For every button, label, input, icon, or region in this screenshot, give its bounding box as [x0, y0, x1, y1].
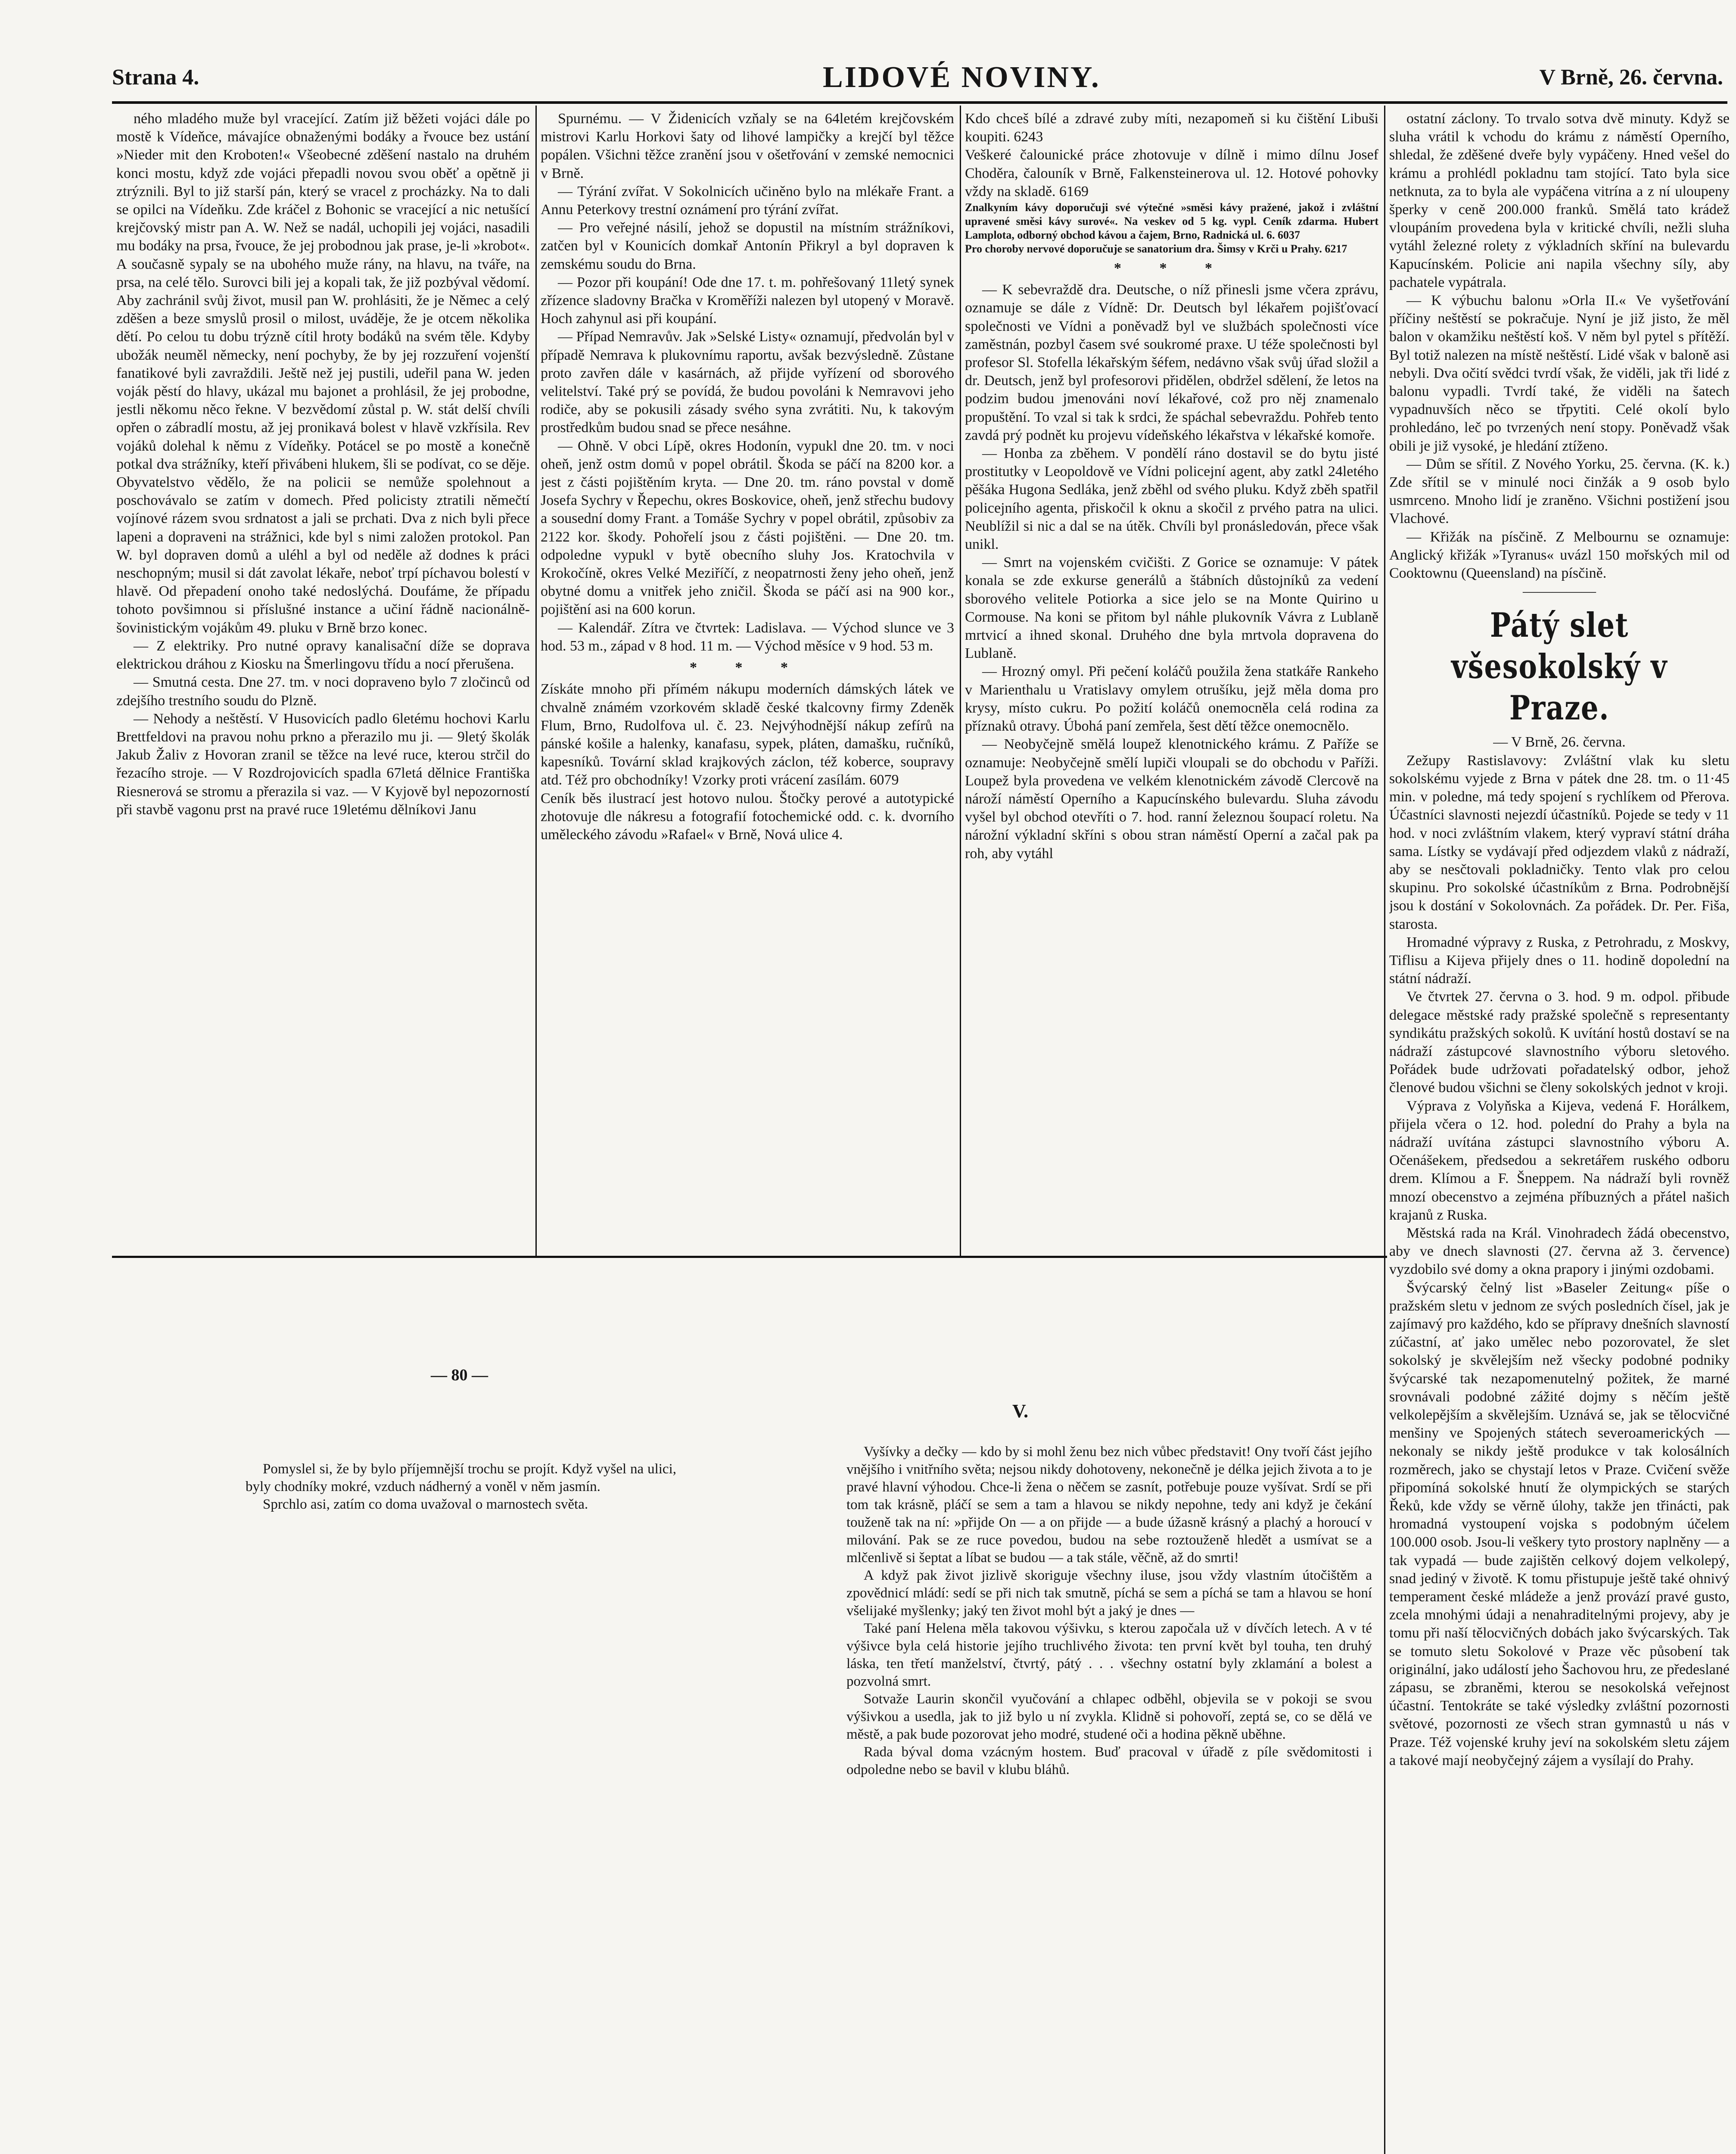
article-paragraph: * * * — [1114, 260, 1229, 277]
column-4 — [1389, 110, 1730, 2154]
article-paragraph: * * * — [690, 660, 805, 676]
article-paragraph: ————— — [1523, 583, 1596, 600]
article-paragraph: — Smrt na vojenském cvičišti. Z Gorice se oznamuje: V pátek konala se zde exkurse generálů a štábních důstojníků za vedení sborového velitele Potiorka a sice jelo se na Monte Quirino u Cormouse. Na koni se přitom byl náhle plukovník Vávra z Lublaně mrtvicí a ihned skonal. Druhého dne byla mrtvola dopravena do Lublaně. — [965, 554, 1378, 662]
section-rule — [112, 1256, 1387, 1258]
novel-page-number: — 80 — — [431, 1366, 488, 1384]
article-paragraph: Pátý slet všesokolský v Praze. — [1451, 606, 1668, 728]
article-paragraph: — Honba za zběhem. V pondělí ráno dostavil se do bytu jisté prostitutky v Leopoldově ve Vídni policejní agent, aby zatkl 24letého pěšáka Hugona Sedláka, jenž zběhl od svého pluku. Když zběh spatřil policejního agenta, přiskočil k oknu a skočil z prvého patra na ulici. Neublížil si nic a dal se na útěk. Chvíli byl pronásledován, přece však unikl. — [965, 445, 1378, 553]
novel-paragraph: A když pak život jizlivě skoriguje všechny iluse, jsou vždy vlastním útočištěm a zpovědnicí mládí: sedí se při nich tak smutně, píchá se sem a píchá se tam a hlavou se honí všelijaké myšlenky; jaký ten život mohl být a jaký je dnes — — [846, 1568, 1372, 1619]
article-paragraph: — Smutná cesta. Dne 27. tm. v noci dopraveno bylo 7 zločinců od zdejšího trestního soudu do Plzně. — [116, 674, 530, 709]
page-label: Strana 4. — [112, 65, 199, 90]
novel-paragraph: Rada býval doma vzácným hostem. Buď pracoval v úřadě z píle svědomitosti i odpoledne nebo se bavil v klubu bláhů. — [846, 1744, 1372, 1777]
novel-paragraph: Vyšívky a dečky — kdo by si mohl ženu bez nich vůbec představit! Ony tvoří část jejího vnějšího i vnitřního světa; nejsou nikdy dohotoveny, nekonečně je délka jejich života a to je pravé hlavní výhodou. Chce-li žena o něčem se zasnít, potřebuje pouze vyšívat. Srdí se při tom tak krásně, pláčí se sem a tam a hlavou se nikdy nepohne, tedy ani když je čekání touženě tak na ní: »přijde On — a on přijde — a bude úžasně krásný a plachý a horoucí v milování. Pak se ze ruce povedou, budou na sebe roztouženě hledět a usmívat se a mlčenlivě si šeptat a líbat se budou — a tak stále, věčně, až do smrti! — [846, 1444, 1372, 1566]
article-paragraph: Hromadné výpravy z Ruska, z Petrohradu, z Moskvy, Tiflisu a Kijeva přijely dnes o 11. hodině dopolední na státní nádraží. — [1389, 934, 1730, 987]
newspaper-title: LIDOVÉ NOVINY. — [823, 61, 1101, 94]
article-paragraph: — Z elektriky. Pro nutné opravy kanalisační díže se doprava elektrickou dráhou z Kiosku na Šmerlingovu třídu a nocí přerušena. — [116, 638, 530, 672]
article-paragraph: Veškeré čalounické práce zhotovuje v dílně i mimo dílnu Josef Choděra, čalouník v Brně, Falkensteinerova ul. 12. Hotové pohovky vždy na skladě. 6169 — [965, 147, 1378, 199]
novel-paragraph: Také paní Helena měla takovou výšivku, s kterou započala už v dívčích letech. A v té výšivce byla celá historie jejího truchlivého života: ten první květ byl touha, ten druhý láska, ten třetí manželství, čtvrtý, pátý . . . všechny ostatní byly zklamání a bolest a pozvolná smrt. — [846, 1621, 1372, 1689]
article-paragraph: — Kalendář. Zítra ve čtvrtek: Ladislava. — Východ slunce ve 3 hod. 53 m., západ v 8 hod. 11 m. — Východ měsíce v 9 hod. 53 m. — [541, 619, 954, 654]
article-paragraph: — Pozor při koupání! Ode dne 17. t. m. pohřešovaný 11letý synek zřízence sladovny Bračka v Kroměříži nalezen byl utopený v Moravě. Hoch zahynul asi při koupání. — [541, 274, 954, 327]
article-paragraph: ného mladého muže byl vracející. Zatím již běžeti vojáci dále po mostě k Vídeňce, mávajíce obnaženými bodáky a řvouce bez ustání »Nieder mit den Kroboten!« Všeobecné zděšení nastalo na druhém konci mostu, když zde vojáci přepadli novou svou oběť a opětně ji ztrýznili. Byl to již starší pán, který se vracel z procházky. Na to dali se opilci na Vídeňku. Zde kráčel z Bohonic se vracející a nic netušící krejčovský mistr pan A. W. Než se nadál, uchopili jej vojáci, nasadili mu bodáky na prsa, řvouce, že jej probodnou jak prase, je-li »krobot«. A současně sypaly se na ubohého muže rány, na hlavu, na tváře, na prsa, na celé tělo. Surovci bili jej a kopali tak, že již pozbýval vědomí. Aby zachránil svůj život, musil pan W. prohlásiti, že je Němec a celý zděšen a beze smyslů prosil o milost, uváděje, že je otcem několika dětí. Po celou tu dobu trýzně cítil hroty bodáků na svém těle. Kdyby ubožák neuměl německy, není pochyby, že by jej rozzuření vojenští fanatikové byli zavraždili. Ještě než jej pustili, udeřil pana W. jeden voják pěstí do hlavy, ukázal mu bajonet a prohlásil, že jej probodne, jestli někomu něco řekne. V bezvědomí zůstal p. W. stát delší chvíli opřen o zábradlí mostu, až jej pronikavá bolest v hlavě vzkřísila. Rev vojáků dolehal k němu z Vídeňky. Potácel se po mostě a konečně potkal dva strážníky, kteří přivábeni hlukem, šli se podívat, co se děje. Obyvatelstvo vědělo, že na policii se nemůže spolehnout a poschovávalo se zatím v domech. Před policisty ztratili němečtí vojínové rázem svou srdnatost a jali se prchati. Dva z nich byli přece lapeni a dopraveni na strážnici, kde byl s nimi založen protokol. Pan W. byl dopraven domů a uléhl a byl od neděle až dodnes k práci neschopným; musil si dát zavolat lékaře, neboť trpí píchavou bolestí v hlavě. Od přepadení onoho také nedoslýchá. Doufáme, že případu tohoto povšimnou si příslušné instance a učiní řádně nacionálně-šovinistickým vojákům 49. pluku v Brně brzo konec. — [116, 111, 530, 636]
article-paragraph: Švýcarský čelný list »Baseler Zeitung« píše o pražském sletu v jednom ze svých posledních čísel, jak je zajímavý pro každého, kdo se přípravy dnešních slavností zúčastní, ať jako umělec nebo pozorovatel, že slet sokolský je skvělejším než všecky podobné podniky švýcarské tak nezapomenutelný požitek, že marné srovnávali podobné zážité dojmy s něčím ještě velkolepějším a skvělejším. Uznává se, jak se tělocvičné menšiny ve Spojených státech severoamerických — nekonaly se nikdy ještě produkce v tak kolosálních rozměrech, jako se chystají letos v Praze. Cvičení svěže připomíná sokolské hnutí že olympických se starých Řeků, kde vždy se věrně úlohy, takže jen třinácti, pak hromadná vystoupení vojska s podobným účelem 100.000 osob. Jsou-li veškery tyto prostory naplněny — a tak vypadá — bude zajištěn celkový dojem velkolepý, snad jediný v životě. K tomu přistupuje ještě také ohnivý temperament české mládeže a jenž provází pravé gusto, zcela mnohými údaji a nenahraditelnými projevy, aby je tomu při naší tělocvičných dobách jako švýcarských. Tak se tomuto sletu Sokolové v Praze věc působení tak originální, jako událostí jeho Šachovou hru, ze předeslané zápasu, se zbraněmi, kterou se nesokolská veřejnost účastní. Tentokráte se také výsledky zvláštní pozornosti světové, pozornosti ze všech stran gymnastů u nás v Praze. Též vojenské kruhy jeví na sokolském sletu zájem a takové mají neobyčejný zájem a vysílají do Prahy. — [1389, 1279, 1730, 1768]
page-header — [112, 60, 1723, 99]
column-divider — [1384, 106, 1385, 2154]
novel-right — [846, 1443, 1372, 2154]
article-paragraph: — Týrání zvířat. V Sokolnicích učiněno bylo na mlékaře Frant. a Annu Peterkovy trestní oznámení pro týrání zvířat. — [541, 183, 954, 218]
column-1 — [116, 110, 530, 1254]
article-paragraph: Znalkyním kávy doporučuji své výtečné »směsi kávy pražené, jakož i zvláštní upravené směsi kávy surové«. Na veskev od 5 kg. vypl. Ceník zdarma. Hubert Lamplota, odborný obchod kávou a čajem, Brno, Radnická ul. 6. 6037 — [965, 201, 1378, 242]
article-paragraph: — Ohně. V obci Lípě, okres Hodonín, vypukl dne 20. tm. v noci oheň, jenž ostm domů v popel obrátil. Škoda se páčí na 8200 kor. a jest z části pojištěním kryta. — Dne 20. tm. ráno povstal v domě Josefa Sychry v Řepechu, okres Boskovice, oheň, jenž střechu budovy a sousední domy Frant. a Tomáše Sychry v popel obrátil, způsobiv za 2122 kor. škody. Pohořelí jsou z části pojištěni. — Dne 20. tm. odpoledne vypukl v bytě obecního sluhy Jos. Kratochvila v Krokočíně, okres Velké Meziříčí, z neopatrnosti ženy jeho oheň, jenž obytné domu a vnitřek jeho zničil. Škoda se páčí asi na 900 kor., pojištění asi na 600 korun. — [541, 438, 954, 618]
article-paragraph: Zežupy Rastislavovy: Zvláštní vlak ku sletu sokolskému vyjede z Brna v pátek dne 28. tm. o 11·45 min. v poledne, má tedy spojení s rychlíkem od Přerova. Účastníci slavnosti nejezdí účastníků. Pojede se tedy v 11 hod. v noci zvláštním vlakem, který vypraví státní dráha sama. Lístky se vydávají před odjezdem vlaků z nádraží, aby se nesčtovali pokladničky. Tento vlak pro celou skupinu. Pro sokolské účastníkům z Brna. Podrobnější jsou k dostání v Sokolovnách. Za pořádek. Dr. Per. Fiša, starosta. — [1389, 752, 1730, 932]
column-3 — [965, 110, 1378, 1254]
article-paragraph: ostatní záclony. To trvalo sotva dvě minuty. Když se sluha vrátil k vchodu do krámu z náměstí Operního, shledal, že zděšené dveře byly vypáčeny. Hned vešel do krámu a prohlédl pokladnu tam stojící. Tato byla sice netknuta, za to byla ale vypáčena vitrína a z ní uloupeny šperky v ceně 200.000 franků. Smělá tato krádež vloupáním provedena byla v kritické chvíli, nežli sluha vytáhl železné rolety z výkladních skříní na bulevardu Kapucínském. Policie ani napila všechny síly, aby pachatele vypátrala. — [1389, 111, 1730, 290]
column-2 — [541, 110, 954, 1254]
article-paragraph: — V Brně, 26. června. — [1493, 734, 1626, 750]
article-paragraph: Kdo chceš bílé a zdravé zuby míti, nezapomeň si ku čištění Libuši koupiti. 6243 — [965, 111, 1378, 145]
article-paragraph: Ceník běs ilustrací jest hotovo nulou. Štočky perové a autotypické zhotovuje dle nákresu a fotografií fotochemické odd. c. k. dvorního uměleckého závodu »Rafael« v Brně, Nová ulice 4. — [541, 790, 954, 843]
article-paragraph: Spurnému. — V Židenicích vzňaly se na 64letém krejčovském mistrovi Karlu Horkovi šaty od lihové lampičky a krejčí byl těžce popálen. Všichni těžce zranění jsou v ošetřování v zemské nemocnici v Brně. — [541, 111, 954, 181]
novel-chapter-heading: V. — [1012, 1401, 1029, 1422]
article-paragraph: — K výbuchu balonu »Orla II.« Ve vyšetřování příčiny neštěstí se pokračuje. Nyní je již jisto, že měl balon v okamžiku neštěstí koš. V něm byl pytel s přítěží. Byl totiž nalezen na místě neštěstí. Lidé však v baloně asi nebyli. Dva očití svědci tvrdí však, že viděli, jak tři lidé z balonu vypadli. Tvrdí také, že viděli na šatech vypadnuvších něco se třpytiti. Celé okolí bylo prohledáno, leč po tvrzených není stopy. Poněvadž však obili je již vysoké, je hledání ztíženo. — [1389, 293, 1730, 454]
article-paragraph: Výprava z Volyňska a Kijeva, vedená F. Horálkem, přijela včera o 12. hod. polední do Prahy a byla na nádraží uvítána zástupci slavnostního výboru A. Očenášekem, předsedou a sekretářem ruského odboru drem. Klímou a F. Šneppem. Na nádraží byli rovněž mnozí obecenstvo a zejména příbuzných a přátel našich krajanů z Ruska. — [1389, 1098, 1730, 1223]
article-paragraph: — Dům se sřítil. Z Nového Yorku, 25. června. (K. k.) Zde sřítil se v minulé noci činžák a 9 osob bylo usmrceno. Mnoho lidí je zraněno. Všichni postižení jsou Vlachové. — [1389, 456, 1730, 527]
column-divider — [960, 106, 961, 1256]
article-paragraph: — Nehody a neštěstí. V Husovicích padlo 6letému hochovi Karlu Brettfeldovi na pravou nohu prkno a přerazilo mu ji. — 9letý školák Jakub Žaliv z Hovoran zranil se těžce na levé ruce, kterou strčil do řezacího stroje. — V Rozdrojovicích spadla 67letá dělnice Františka Riesnerová se stromu a přerazila si vaz. — V Kyjově byl nepozorností při stavbě vagonu prst na pravé ruce 19letému dělníkovi Janu — [116, 710, 530, 818]
column-divider — [535, 106, 537, 1256]
article-paragraph: — K sebevraždě dra. Deutsche, o níž přinesli jsme včera zprávu, oznamuje se dále z Vídně: Dr. Deutsch byl lékařem pojišťovací společnosti ve Vídni a poněvadž byl ve službách společnosti více zaměstnán, pozbyl časem své soukromé praxe. U téže společnosti byl profesor Sl. Stofella lékařským šéfem, nedávno však svůj úřad složil a dr. Deutsch, jenž byl profesorovi přidělen, obdržel sdělení, že letos na podzim budou jmenováni noví lékařové, což pro něj znamenalo propuštění. To vzal si tak k srdci, že spáchal sebevraždu. Pohřeb tento zavdá prý podnět ku projevu vídeňského lékařstva v lékařské komoře. — [965, 282, 1378, 443]
article-paragraph: — Hrozný omyl. Při pečení koláčů použila žena statkáře Rankeho v Marienthalu u Vratislavy omylem otrušíku, jejž měla doma pro krysy, místo cukru. Po požití koláčů onemocněla celá rodina za příznaků otravy. Úbohá paní zemřela, šest dětí těžce onemocnělo. — [965, 663, 1378, 735]
article-paragraph: — Pro veřejné násilí, jehož se dopustil na místním strážníkovi, zatčen byl v Kounicích domkař Antonín Přikryl a byl dopraven k zemskému soudu do Brna. — [541, 220, 954, 272]
novel-paragraph: Pomyslel si, že by bylo příjemnější trochu se projít. Když vyšel na ulici, byly chodníky mokré, vzduch nádherný a voněl v něm jasmín. — [246, 1461, 676, 1494]
novel-left — [246, 1460, 676, 1719]
article-paragraph: Ve čtvrtek 27. června o 3. hod. 9 m. odpol. přibude delegace městské rady pražské společně s representanty syndikátu pražských sokolů. K uvítání hostů dostaví se na nádraží zástupcové slavnostního výboru sletového. Pořádek bude udržovati pořadatelský odbor, jehož členové budou všichni se členy sokolských jednot v kroji. — [1389, 989, 1730, 1096]
article-paragraph: — Neobyčejně smělá loupež klenotnického krámu. Z Paříže se oznamuje: Neobyčejně smělí lupiči vloupali se do obchodu v Paříži. Loupež byla provedena ve velkém klenotnickém závodě Clercově na nároží náměstí Operního a Kapucínského bulevardu. Sluha závodu vyšel byl obchod otevříti o 7. hod. ranní železnou šoupací roletu. Na nárožní výkladní skříni s obou stran náměstí Operní a začal pak pa roh, aby vytáhl — [965, 736, 1378, 862]
article-paragraph: — Křižák na písčině. Z Melbournu se oznamuje: Anglický křižák »Tyranus« uvázl 150 mořských mil od Cooktownu (Queensland) na písčině. — [1389, 529, 1730, 582]
article-paragraph: Pro choroby nervové doporučuje se sanatorium dra. Šimsy v Krči u Prahy. 6217 — [965, 243, 1347, 255]
article-paragraph: Získáte mnoho při přímém nákupu moderních dámských látek ve chvalně známém vzorkovém skladě české tkalcovny firmy Zdeněk Flum, Brno, Rudolfova ul. č. 23. Nejvýhodnější nákup zefírů na pánské košile a halenky, kanafasu, sypek, pláten, damašku, ručníků, kapesníků. Tovární sklad krajkových záclon, též koberce, soupravy atd. Též pro obchodníky! Vzorky proti vrácení zasílám. 6079 — [541, 681, 954, 788]
header-rule — [112, 101, 1727, 104]
novel-paragraph: Sprchlo asi, zatím co doma uvažoval o marnostech světa. — [263, 1497, 588, 1512]
article-paragraph: Městská rada na Král. Vinohradech žádá obecenstvo, aby ve dnech slavnosti (27. června až 3. července) vyzdobilo své domy a okna prapory i jinými ozdobami. — [1389, 1225, 1730, 1278]
article-paragraph: — Případ Nemravův. Jak »Selské Listy« oznamují, předvolán byl v případě Nemrava k plukovnímu raportu, avšak bezvýsledně. Zůstane proto zavřen dále v kasárnách, až přijde vyřízení od sborového velitelství. Také prý se povídá, že budou povoláni k Nemravovi jeho rodiče, aby se pokusili zásady svého syna zvrátiti. Nu, k takovým prostředkům budou snad se přece nesáhne. — [541, 329, 954, 436]
novel-paragraph: Sotvaže Laurin skončil vyučování a chlapec odběhl, objevila se v pokoji se svou výšivkou a usedla, jak to již bylo u ní zvykla. Klidně si pohovoří, zeptá se, co se dělá ve městě, a pak bude pozorovat jeho modré, studené oči a hodina pěkně uběhne. — [846, 1691, 1372, 1742]
dateline: V Brně, 26. června. — [1539, 65, 1723, 90]
